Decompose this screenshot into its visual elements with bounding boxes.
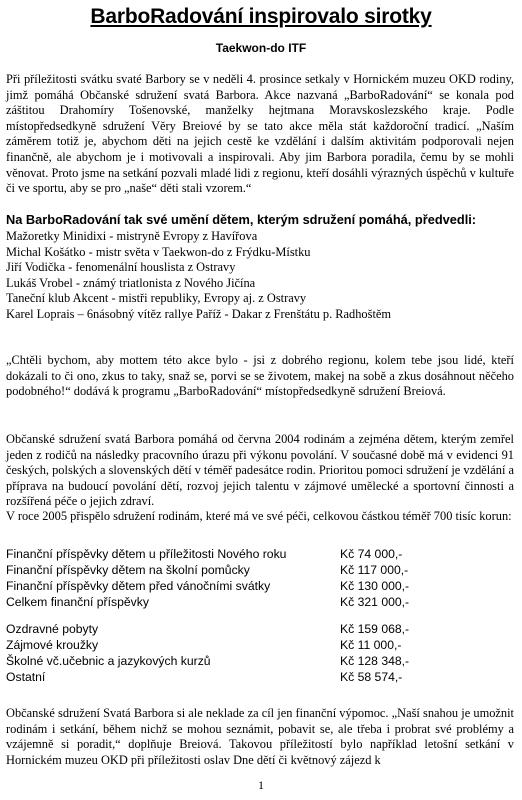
quote-text: „Chtěli bychom, aby mottem této akce bylo - jsi z dobrého regionu, kolem tebe jsou lidé, kteří dokázali to či ono, zkus to taky, snaž se, porvi se se životem, makej na sobě a zkus dosáhnout něčeho podobného!“ dodává k programu „BarboRadování“ místopředsedkyně sdružení Breiová. bbox=[6, 353, 514, 399]
row-amount: Kč 74 000,- bbox=[340, 547, 403, 561]
row-label: Finanční příspěvky dětem před vánočními svátky bbox=[6, 579, 271, 593]
list-item: Lukáš Vrobel - známý triatlonista z Nového Jičína bbox=[6, 275, 256, 290]
row-label: Zájmové kroužky bbox=[6, 638, 99, 652]
table-row bbox=[6, 621, 514, 637]
row-amount: Kč 130 000,- bbox=[340, 579, 410, 593]
row-label: Školné vč.učebnic a jazykových kurzů bbox=[6, 654, 211, 668]
contributions-table bbox=[6, 546, 514, 610]
list-item: Michal Košátko - mistr světa v Taekwon-do z Frýdku-Místku bbox=[6, 244, 311, 259]
performers-list bbox=[6, 229, 514, 323]
row-label: Ozdravné pobyty bbox=[6, 622, 99, 636]
about-paragraph bbox=[6, 432, 514, 510]
table-row bbox=[6, 637, 514, 653]
row-amount: Kč 159 068,- bbox=[340, 622, 410, 636]
performers-heading: Na BarboRadování tak své umění dětem, kterým sdružení pomáhá, předvedli: bbox=[6, 212, 477, 227]
row-label: Finanční příspěvky dětem na školní pomůcky bbox=[6, 563, 250, 577]
table-row bbox=[6, 653, 514, 669]
year-2005-paragraph bbox=[6, 509, 514, 525]
row-amount: Kč 321 000,- bbox=[340, 595, 410, 609]
table-row bbox=[6, 594, 514, 610]
intro-paragraph bbox=[6, 72, 514, 197]
closing-paragraph bbox=[6, 706, 514, 768]
list-item: Jiří Vodička - fenomenální houslista z Ostravy bbox=[6, 260, 236, 275]
year-2005-text: V roce 2005 přispělo sdružení rodinám, které má ve své péči, celkovou částkou téměř 700 tisíc korun: bbox=[6, 509, 512, 523]
intro-text: Při příležitosti svátku svaté Barbory se v neděli 4. prosince setkaly v Hornickém muzeu OKD rodiny, jimž pomáhá Občanské sdružení svatá Barbora. Akce nazvaná „BarboRadování“ se konala pod záštitou Drahomíry Tošenovské, manželky hejtmana Moravskoslezského kraje. Podle místopředsedkyně sdružení Věry Breiové by se tato akce měla stát každoroční tradicí. „Naším záměrem totiž je, abychom děti na jejich cestě ke vzdělání i dalším aktivitám podporovali nejen finančně, ale abychom je i motivovali a inspirovali. Aby jim Barbora poradila, čemu by se mohli věnovat. Proto jsme na setkání pozvali mladé lidi z regionu, kteří dosáhli výrazných úspěchů v kultuře či ve sportu, aby se pro „naše“ děti stali vzorem.“ bbox=[6, 72, 514, 196]
quote-paragraph bbox=[6, 353, 514, 400]
other-support-table bbox=[6, 621, 514, 685]
table-row bbox=[6, 546, 514, 562]
row-amount: Kč 128 348,- bbox=[340, 654, 410, 668]
row-amount: Kč 117 000,- bbox=[340, 563, 409, 577]
table-row bbox=[6, 669, 514, 685]
table-row bbox=[6, 578, 514, 594]
row-label: Finanční příspěvky dětem u příležitosti Nového roku bbox=[6, 547, 287, 561]
list-item: Taneční klub Akcent - mistři republiky, Evropy aj. z Ostravy bbox=[6, 291, 307, 306]
about-text: Občanské sdružení svatá Barbora pomáhá od června 2004 rodinám a zejména dětem, kterým zemřel jeden z rodičů na následky pracovního úrazu při výkonu povolání. V současné době má v evidenci 91 českých, polských a slovenských dětí v téměř padesátce rodin. Prioritou pomoci sdružení je vzdělání a příprava na budoucí povolání dětí, rozvoj jejich talentu v zájmové umělecké a sportovní činnosti a rozšířená péče o jejich zdraví. bbox=[6, 432, 514, 509]
row-amount: Kč 11 000,- bbox=[340, 638, 402, 652]
list-item: Mažoretky Minidixi - mistryně Evropy z Havířova bbox=[6, 229, 258, 243]
closing-text: Občanské sdružení Svatá Barbora si ale neklade za cíl jen finanční výpomoc. „Naší snahou je umožnit rodinám i setkání, během nichž se mohou seznámit, pobavit se, ale třeba i probrat své problémy a vzájemně si poradit,“ doplňuje Breiová. Takovou příležitostí bylo například letošní setkání v Hornickém muzeu OKD při příležitosti oslav Dne dětí či květnový zájezd k bbox=[6, 706, 514, 767]
article-title: BarboRadování inspirovalo sirotky bbox=[90, 5, 432, 28]
table-row bbox=[6, 562, 514, 578]
row-label: Celkem finanční příspěvky bbox=[6, 595, 149, 609]
row-amount: Kč 58 574,- bbox=[340, 670, 403, 684]
list-item: Karel Loprais – 6násobný vítěz rallye Paříž - Dakar z Frenštátu p. Radhoštěm bbox=[6, 306, 392, 321]
row-label: Ostatní bbox=[6, 670, 46, 684]
article-subtitle: Taekwon-do ITF bbox=[215, 41, 307, 55]
page-number: 1 bbox=[258, 778, 264, 792]
